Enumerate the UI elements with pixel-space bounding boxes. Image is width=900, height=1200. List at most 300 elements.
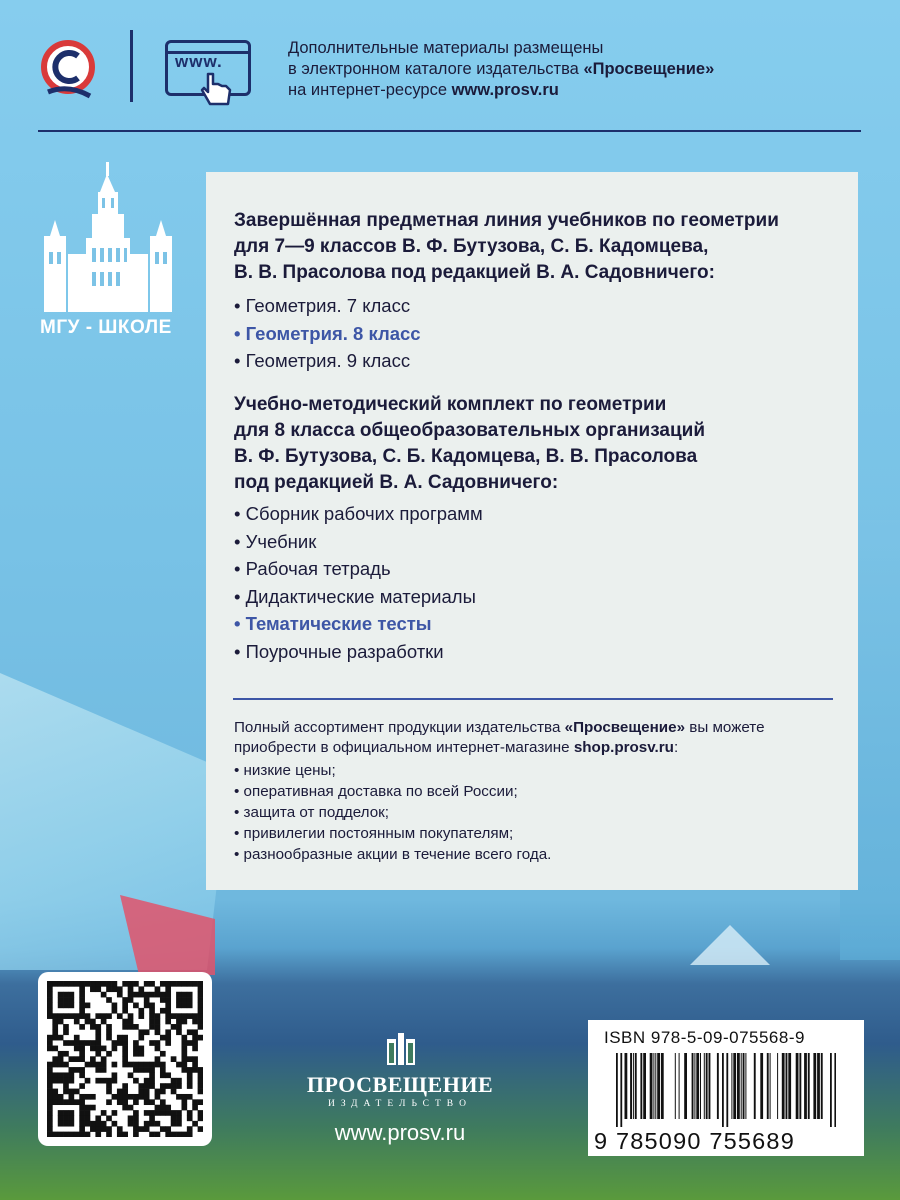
qr-module [133,1132,139,1137]
qr-module [149,1132,155,1137]
qr-module [85,1105,91,1111]
qr-module [122,981,128,987]
qr-module [187,1003,193,1009]
qr-module [106,1099,112,1105]
qr-module [58,1019,64,1025]
qr-module [85,1115,91,1121]
qr-module [138,1126,144,1132]
qr-module [138,1013,144,1019]
qr-module [85,1078,91,1084]
qr-module [79,986,85,992]
qr-module [58,1121,64,1127]
qr-module [63,1024,69,1030]
qr-module [128,986,134,992]
barcode-bar [700,1053,701,1119]
qr-module [165,1072,171,1078]
qr-module [52,1132,58,1137]
qr-module [187,1110,193,1116]
qr-module [133,1110,139,1116]
qr-module [85,1040,91,1046]
qr-module [69,997,75,1003]
shop-text: : [673,739,679,756]
list-item: • Поурочные разработки [234,640,444,662]
qr-module [133,1099,139,1105]
qr-module [187,1056,193,1062]
heading-line: В. Ф. Бутузова, С. Б. Кадомцева, В. В. Прасолова [234,446,698,467]
qr-module [122,1024,128,1030]
qr-module [181,1132,187,1137]
qr-module [133,1078,139,1084]
qr-module [198,997,203,1003]
qr-module [192,1099,198,1105]
qr-module [122,1040,128,1046]
qr-module [187,1083,193,1089]
qr-module [58,1003,64,1009]
qr-module [63,1089,69,1095]
qr-module [47,1110,53,1116]
qr-module [79,1115,85,1121]
qr-module [79,1024,85,1030]
barcode-bar [657,1053,660,1119]
qr-module [160,1072,166,1078]
qr-module [69,1089,75,1095]
qr-module [117,1126,123,1132]
qr-module [133,1067,139,1073]
qr-module [63,1121,69,1127]
qr-module [171,1132,177,1137]
list-item: • разнообразные акции в течение всего года. [234,846,552,863]
qr-module [52,1035,58,1041]
qr-module [181,1040,187,1046]
qr-module [198,1126,203,1132]
qr-module [155,1046,161,1052]
qr-module [47,1003,53,1009]
qr-module [90,1040,96,1046]
qr-module [181,1013,187,1019]
barcode-bar [830,1053,832,1127]
qr-module [117,1040,123,1046]
qr-module [101,1013,107,1019]
qr-module [58,1110,64,1116]
website-link[interactable]: www.prosv.ru [451,81,559,99]
qr-module [165,1126,171,1132]
qr-module [176,1121,182,1127]
barcode-bar [706,1053,708,1119]
qr-module [63,992,69,998]
shop-link[interactable]: shop.prosv.ru [573,739,674,756]
qr-module [74,1067,80,1073]
qr-module [176,1132,182,1137]
barcode-icon [616,1053,836,1127]
qr-module [79,992,85,998]
qr-module [52,981,58,987]
kit-heading [234,392,705,496]
isbn-label: ISBN 978-5-09-075568-9 [604,1028,805,1047]
qr-module [101,1019,107,1025]
qr-module [160,1062,166,1068]
qr-module [181,1094,187,1100]
qr-module [90,986,96,992]
qr-module [79,1132,85,1137]
qr-module [181,1105,187,1111]
qr-module [52,1072,58,1078]
qr-module [122,1132,128,1137]
qr-module [133,1115,139,1121]
qr-module [58,992,64,998]
qr-module [79,1126,85,1132]
list-item: • Сборник рабочих программ [234,503,483,524]
series-heading [234,208,779,286]
qr-module [128,1013,134,1019]
qr-module [58,981,64,987]
barcode-bar [704,1053,705,1119]
barcode-bar [684,1053,687,1119]
qr-module [63,1062,69,1068]
qr-module [160,1008,166,1014]
qr-module [192,1029,198,1035]
qr-module [112,1121,118,1127]
qr-module [79,1105,85,1111]
kit-list [234,500,483,665]
qr-module [58,1132,64,1137]
qr-module [52,1013,58,1019]
qr-code-icon [47,981,203,1137]
qr-module [176,992,182,998]
qr-module [128,1105,134,1111]
qr-module [112,1072,118,1078]
qr-module [117,1094,123,1100]
qr-module [187,1132,193,1137]
qr-module [176,981,182,987]
barcode-bar [633,1053,634,1119]
qr-module [79,1094,85,1100]
qr-module [165,1040,171,1046]
qr-module [106,1029,112,1035]
qr-module [79,1056,85,1062]
qr-module [198,1110,203,1116]
qr-module [58,1056,64,1062]
qr-module [106,1115,112,1121]
qr-module [128,1121,134,1127]
qr-module [128,1094,134,1100]
barcode-bar [650,1053,653,1119]
qr-module [155,1089,161,1095]
qr-module [176,1019,182,1025]
qr-module [47,992,53,998]
qr-module [198,1089,203,1095]
qr-module [176,1013,182,1019]
qr-module [117,1089,123,1095]
qr-module [90,981,96,987]
list-item: • низкие цены; [234,762,336,779]
qr-module [95,1051,101,1057]
qr-module [187,1126,193,1132]
qr-module [85,1003,91,1009]
qr-module [112,1094,118,1100]
qr-module [198,1115,203,1121]
barcode-bar [731,1053,732,1119]
qr-module [160,1067,166,1073]
barcode-bar [743,1053,745,1119]
barcode-bar [620,1053,622,1127]
qr-module [79,1067,85,1073]
qr-module [47,981,53,987]
qr-module [165,997,171,1003]
qr-module [155,1056,161,1062]
qr-module [106,1013,112,1019]
qr-module [47,1008,53,1014]
qr-module [122,1083,128,1089]
barcode-bar [722,1053,724,1127]
qr-module [63,1040,69,1046]
barcode-bar [696,1053,699,1119]
qr-module [95,1024,101,1030]
qr-module [101,1121,107,1127]
qr-module [90,1056,96,1062]
qr-module [122,997,128,1003]
qr-module [122,1008,128,1014]
barcode-bar [675,1053,676,1119]
barcode-bar [635,1053,637,1119]
qr-module [149,1099,155,1105]
qr-module [63,1051,69,1057]
barcode-bar [717,1053,719,1119]
pointer-hand-icon [200,72,234,108]
heading-line: под редакцией В. А. Садовничего: [234,472,559,493]
qr-module [181,1062,187,1068]
qr-module [52,1046,58,1052]
qr-module [112,1110,118,1116]
qr-module [106,1078,112,1084]
qr-module [69,1072,75,1078]
qr-module [187,997,193,1003]
qr-module [171,1110,177,1116]
heading-line: для 8 класса общеобразовательных организаций [234,420,706,441]
qr-module [85,1062,91,1068]
qr-module [176,997,182,1003]
qr-module [198,1099,203,1105]
qr-module [79,1046,85,1052]
barcode-bar [679,1053,680,1119]
qr-module [47,1105,53,1111]
qr-module [155,992,161,998]
qr-module [63,1072,69,1078]
barcode-bar [804,1053,807,1119]
qr-module [122,1056,128,1062]
qr-module [198,1019,203,1025]
qr-module [79,997,85,1003]
qr-module [187,1040,193,1046]
qr-module [165,981,171,987]
qr-module [160,981,166,987]
barcode-bar [799,1053,801,1119]
qr-module [122,1019,128,1025]
qr-module [69,1078,75,1084]
barcode-bar [625,1053,628,1119]
shop-text: Полный ассортимент продукции издательства [234,719,565,736]
qr-module [192,1105,198,1111]
qr-module [85,1110,91,1116]
qr-module [122,1046,128,1052]
publisher-subtitle: ИЗДАТЕЛЬСТВО [327,1099,473,1109]
barcode-bar [796,1053,799,1119]
qr-module [122,1051,128,1057]
qr-module [112,1040,118,1046]
qr-module [74,1040,80,1046]
qr-module [95,981,101,987]
qr-module [171,981,177,987]
list-item: • Рабочая тетрадь [234,558,391,579]
header-line2: в электронном каталоге издательства [288,60,584,78]
shop-benefits-list [234,760,551,865]
qr-module [171,1121,177,1127]
barcode-bar [834,1053,836,1127]
qr-module [69,1110,75,1116]
qr-module [160,1051,166,1057]
qr-module [47,986,53,992]
qr-module [63,1078,69,1084]
qr-module [144,981,150,987]
qr-module [192,1019,198,1025]
qr-module [133,1126,139,1132]
qr-module [101,1110,107,1116]
divider [130,30,133,102]
barcode-bar [692,1053,694,1119]
qr-module [128,1062,134,1068]
publisher-url[interactable]: www.prosv.ru [334,1120,466,1145]
qr-module [133,1024,139,1030]
qr-module [138,1089,144,1095]
qr-module [63,981,69,987]
qr-module [79,981,85,987]
qr-module [198,1024,203,1030]
list-item: • привилегии постоянным покупателям; [234,825,514,842]
qr-module [149,1083,155,1089]
qr-module [63,997,69,1003]
qr-module [192,1035,198,1041]
qr-module [198,1003,203,1009]
qr-module [79,1008,85,1014]
qr-module [69,1003,75,1009]
qr-module [198,1035,203,1041]
qr-module [192,1013,198,1019]
qr-module [181,997,187,1003]
qr-module [144,1003,150,1009]
qr-module [181,1046,187,1052]
barcode-bar [821,1053,823,1119]
qr-module [112,986,118,992]
qr-module [52,1099,58,1105]
mgu-label: МГУ - ШКОЛЕ [40,317,172,338]
qr-module [47,1035,53,1041]
list-item: • Учебник [234,530,317,552]
qr-module [144,1121,150,1127]
list-item: • оперативная доставка по всей России; [234,783,518,800]
qr-module [198,1008,203,1014]
barcode-bar [760,1053,763,1119]
qr-module [69,1040,75,1046]
qr-module [90,1126,96,1132]
qr-module [160,1110,166,1116]
qr-module [69,981,75,987]
barcode-bar [653,1053,654,1119]
qr-module [85,1013,91,1019]
qr-module [122,1089,128,1095]
qr-module [85,1121,91,1127]
qr-module [165,1013,171,1019]
qr-module [155,1110,161,1116]
qr-module [95,1062,101,1068]
heading-line: Учебно-методический комплект по геометрии [234,394,667,415]
qr-module [69,1121,75,1127]
qr-module [69,1056,75,1062]
qr-code[interactable] [38,972,212,1146]
qr-module [155,1121,161,1127]
barcode-bar [661,1053,664,1119]
qr-module [138,1035,144,1041]
qr-module [128,992,134,998]
isbn-barcode [588,1020,864,1156]
qr-module [187,1094,193,1100]
qr-module [149,992,155,998]
qr-module [106,1126,112,1132]
shop-paragraph [234,718,765,758]
qr-module [122,1003,128,1009]
qr-module [63,1115,69,1121]
qr-module [165,1105,171,1111]
qr-module [160,1089,166,1095]
qr-module [69,1013,75,1019]
qr-module [106,1083,112,1089]
list-item: • Геометрия. 7 класс [234,295,411,316]
qr-module [90,1105,96,1111]
heading-line: для 7—9 классов В. Ф. Бутузова, С. Б. Кадомцева, [234,236,709,257]
qr-module [181,1051,187,1057]
qr-module [176,1115,182,1121]
qr-module [181,1056,187,1062]
qr-module [144,1083,150,1089]
qr-module [171,1078,177,1084]
qr-module [176,1110,182,1116]
qr-module [128,1019,134,1025]
qr-module [160,1083,166,1089]
qr-module [47,1062,53,1068]
publisher-quote: «Просвещение» [583,60,715,78]
qr-module [176,1094,182,1100]
qr-module [192,1067,198,1073]
qr-module [165,986,171,992]
qr-module [69,1094,75,1100]
qr-module [95,1126,101,1132]
heading-line: В. В. Прасолова под редакцией В. А. Садовничего: [234,262,715,283]
qr-module [74,1056,80,1062]
barcode-bar [726,1053,728,1127]
qr-module [133,1062,139,1068]
prosveshchenie-logo-icon [38,38,98,100]
qr-module [181,992,187,998]
publisher-quote: «Просвещение» [564,719,686,736]
qr-module [52,1024,58,1030]
barcode-bar [770,1053,771,1119]
qr-module [171,1083,177,1089]
qr-module [192,1121,198,1127]
barcode-bar [745,1053,746,1119]
qr-module [63,1003,69,1009]
heading-line: Завершённая предметная линия учебников по геометрии [234,210,779,231]
barcode-bar [733,1053,736,1119]
qr-module [47,997,53,1003]
qr-module [192,1056,198,1062]
